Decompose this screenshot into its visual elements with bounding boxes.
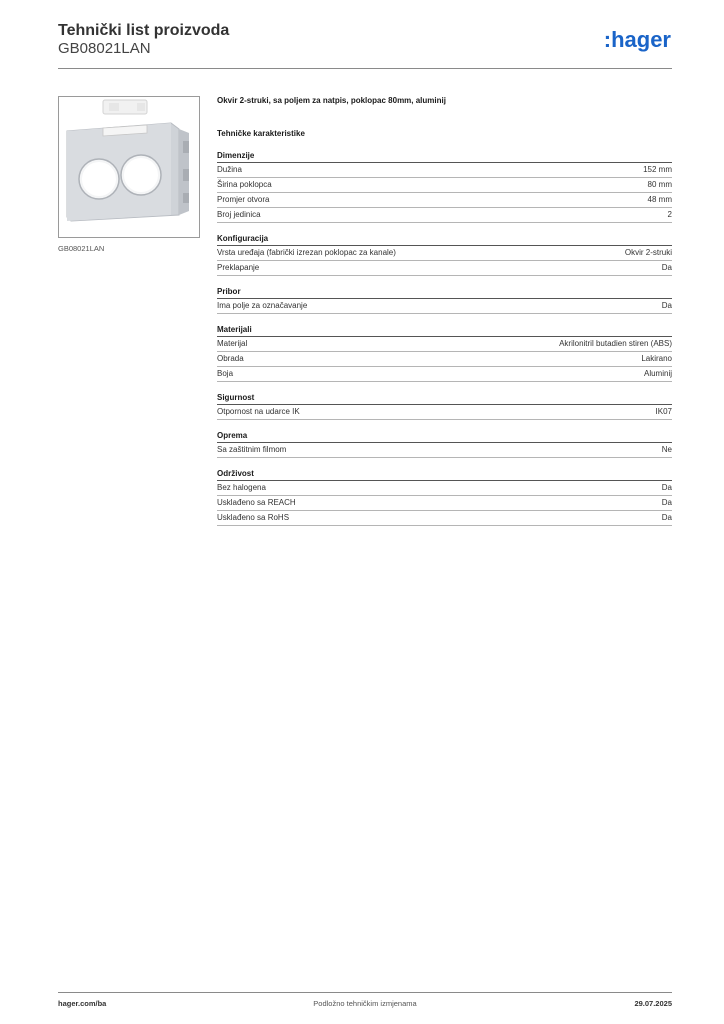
section-title: Materijali [217,324,672,337]
spec-value: 48 mm [647,195,672,204]
spec-label: Broj jedinica [217,210,261,219]
product-illustration [59,97,199,237]
spec-value: Okvir 2-struki [624,248,672,257]
spec-label: Sa zaštitnim filmom [217,445,287,454]
section-title: Sigurnost [217,392,672,405]
document-title: Tehnički list proizvoda [58,22,230,39]
spec-row [217,352,672,367]
spec-value: Da [661,301,672,310]
spec-value: Da [661,513,672,522]
spec-value: 80 mm [647,180,672,189]
section-title: Oprema [217,430,672,443]
spec-row [217,337,672,352]
product-description: Okvir 2-struki, sa poljem za natpis, poklopac 80mm, aluminij [217,96,446,105]
spec-row [217,405,672,420]
hager-logo-text: :hager [603,27,671,52]
spec-row [217,496,672,511]
product-image [58,96,200,238]
spec-label: Promjer otvora [217,195,270,204]
spec-value: Da [661,263,672,272]
page-footer [58,992,672,1008]
section-title: Dimenzije [217,150,672,163]
spec-row [217,367,672,382]
spec-row [217,481,672,496]
spec-section [217,286,672,314]
spec-row [217,261,672,276]
technical-characteristics-heading: Tehničke karakteristike [217,129,305,138]
spec-label: Boja [217,369,234,378]
spec-label: Materijal [217,339,248,348]
spec-row [217,178,672,193]
product-code: GB08021LAN [58,40,151,57]
spec-value: Da [661,498,672,507]
spec-label: Obrada [217,354,244,363]
spec-label: Usklađeno sa REACH [217,498,296,507]
spec-section [217,430,672,458]
spec-row [217,443,672,458]
spec-row [217,208,672,223]
footer-website: hager.com/ba [58,999,107,1008]
spec-section [217,150,672,223]
spec-value: Lakirano [641,354,672,363]
spec-label: Dužina [217,165,242,174]
spec-row [217,163,672,178]
spec-section [217,392,672,420]
spec-section [217,233,672,276]
spec-label: Preklapanje [217,263,260,272]
spec-row [217,511,672,526]
hager-logo [590,25,672,55]
spec-row [217,246,672,261]
spec-section [217,324,672,382]
spec-value: Da [661,483,672,492]
spec-label: Ima polje za označavanje [217,301,308,310]
spec-label: Širina poklopca [217,180,272,189]
footer-date: 29.07.2025 [634,999,672,1008]
spec-value: Akrilonitril butadien stiren (ABS) [559,339,672,348]
image-caption: GB08021LAN [58,244,105,253]
spec-value: 2 [667,210,672,219]
spec-value: 152 mm [643,165,672,174]
spec-row [217,193,672,208]
spec-value: Aluminij [643,369,672,378]
spec-section [217,468,672,526]
spec-row [217,299,672,314]
spec-value: IK07 [655,407,672,416]
section-title: Pribor [217,286,672,299]
section-title: Konfiguracija [217,233,672,246]
spec-sections [217,150,672,526]
page-header [58,20,672,69]
spec-value: Ne [661,445,672,454]
section-title: Održivost [217,468,672,481]
spec-label: Usklađeno sa RoHS [217,513,290,522]
specifications [217,96,672,536]
spec-label: Vrsta uređaja (fabrički izrezan poklopac za kanale) [217,248,396,257]
footer-note: Podložno tehničkim izmjenama [313,999,417,1008]
spec-label: Bez halogena [217,483,266,492]
spec-label: Otpornost na udarce IK [217,407,300,416]
